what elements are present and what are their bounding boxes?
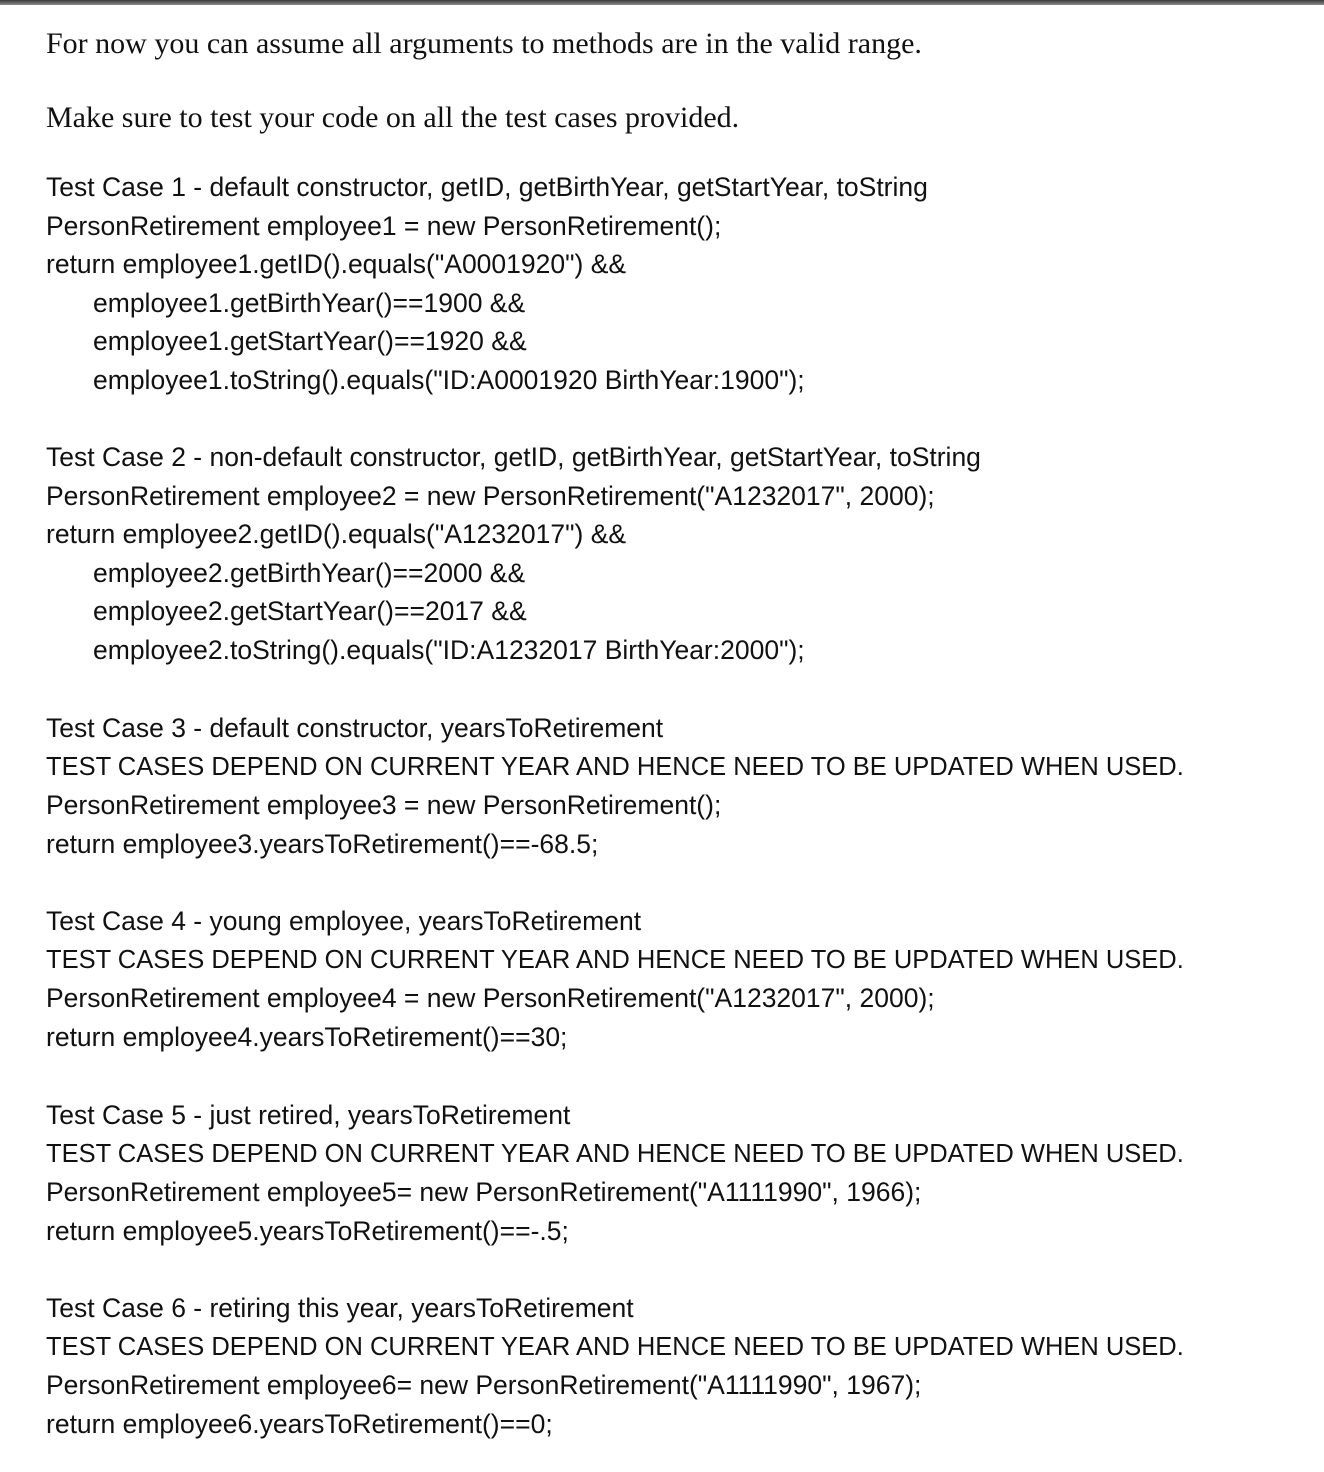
test-case-5 (46, 1096, 1184, 1250)
code-line: return employee3.yearsToRetirement()==-68.5; (46, 828, 599, 859)
test-case-heading: Test Case 6 - retiring this year, yearsToRetirement (46, 1293, 634, 1323)
code-line: PersonRetirement employee6= new PersonRetirement("A1111990", 1967); (46, 1370, 922, 1401)
test-case-heading: Test Case 3 - default constructor, yearsToRetirement (46, 713, 664, 743)
code-line-indented: employee2.getStartYear()==2017 && (93, 596, 527, 627)
intro-valid-range: For now you can assume all arguments to methods are in the valid range. (46, 27, 922, 60)
code-line: PersonRetirement employee2 = new PersonRetirement("A1232017", 2000); (46, 480, 935, 511)
update-warning: TEST CASES DEPEND ON CURRENT YEAR AND HENCE NEED TO BE UPDATED WHEN USED. (46, 1139, 1184, 1168)
code-line: return employee6.yearsToRetirement()==0; (46, 1408, 553, 1439)
code-line: PersonRetirement employee5= new PersonRetirement("A1111990", 1966); (46, 1177, 922, 1208)
code-line: PersonRetirement employee1 = new PersonRetirement(); (46, 210, 722, 241)
code-line-indented: employee2.getBirthYear()==2000 && (93, 557, 526, 588)
code-line-indented: employee1.toString().equals("ID:A0001920 BirthYear:1900"); (93, 364, 805, 395)
code-line-indented: employee2.toString().equals("ID:A1232017 BirthYear:2000"); (93, 634, 805, 665)
test-case-1 (46, 168, 928, 400)
test-case-heading: Test Case 1 - default constructor, getID, getBirthYear, getStartYear, toString (46, 172, 928, 202)
test-case-4 (46, 902, 1184, 1056)
test-case-3 (46, 709, 1184, 863)
code-line-indented: employee1.getStartYear()==1920 && (93, 326, 527, 357)
code-line: PersonRetirement employee4 = new PersonRetirement("A1232017", 2000); (46, 983, 935, 1014)
code-line-indented: employee1.getBirthYear()==1900 && (93, 287, 526, 318)
test-case-heading: Test Case 4 - young employee, yearsToRetirement (46, 906, 642, 936)
code-line: return employee4.yearsToRetirement()==30; (46, 1021, 568, 1052)
test-case-heading: Test Case 2 - non-default constructor, getID, getBirthYear, getStartYear, toString (46, 442, 981, 472)
test-case-2 (46, 438, 981, 670)
test-case-heading: Test Case 5 - just retired, yearsToRetirement (46, 1100, 571, 1130)
code-line: return employee2.getID().equals("A1232017") && (46, 519, 627, 550)
update-warning: TEST CASES DEPEND ON CURRENT YEAR AND HENCE NEED TO BE UPDATED WHEN USED. (46, 752, 1184, 781)
update-warning: TEST CASES DEPEND ON CURRENT YEAR AND HENCE NEED TO BE UPDATED WHEN USED. (46, 945, 1184, 974)
code-line: return employee1.getID().equals("A0001920") && (46, 249, 627, 280)
code-line: PersonRetirement employee3 = new PersonRetirement(); (46, 790, 722, 821)
top-border (0, 0, 1324, 5)
intro-test-instructions: Make sure to test your code on all the test cases provided. (46, 101, 740, 134)
code-line: return employee5.yearsToRetirement()==-.5; (46, 1215, 569, 1246)
test-case-6 (46, 1289, 1184, 1443)
update-warning: TEST CASES DEPEND ON CURRENT YEAR AND HENCE NEED TO BE UPDATED WHEN USED. (46, 1332, 1184, 1361)
